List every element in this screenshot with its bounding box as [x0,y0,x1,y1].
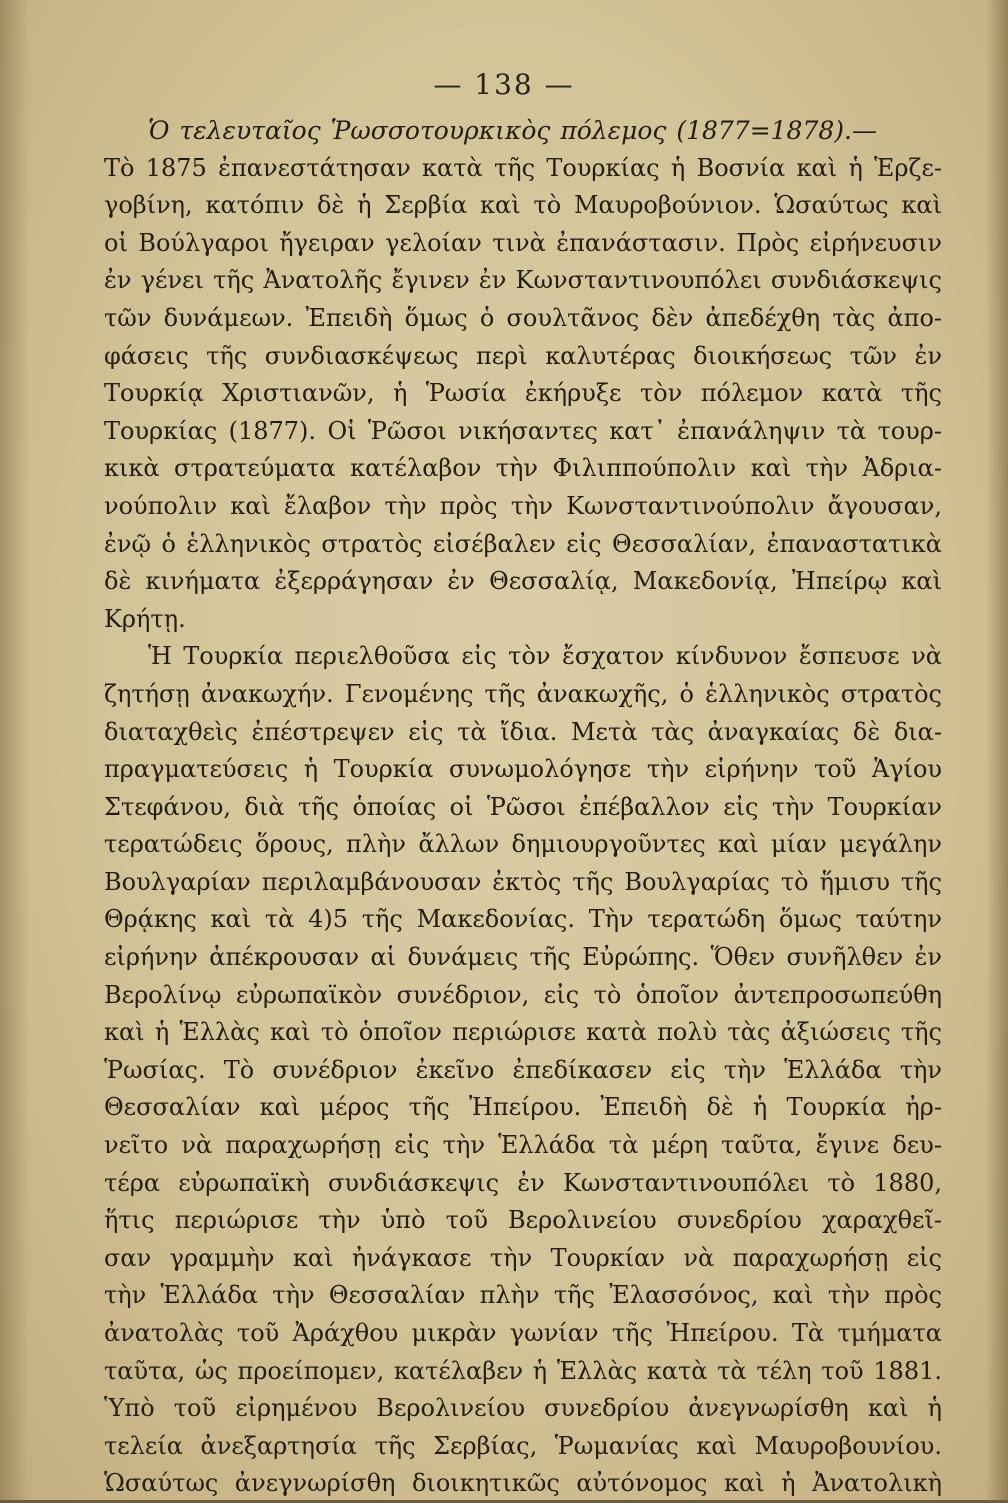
text-line: φάσεις τῆς συνδιασκέψεως περὶ καλυτέρας διοικήσεως τῶν ἐν [104,341,942,370]
text-line: τῶν δυνάμεων. Ἐπειδὴ ὅμως ὁ σουλτᾶνος δὲν ἀπεδέχθη τὰς ἀπο- [104,303,942,332]
text-line: τέρα εὐρωπαϊκὴ συνδιάσκεψις ἐν Κωνσταντινουπόλει τὸ 1880, [104,1168,942,1197]
text-line: Βουλγαρίαν περιλαμβάνουσαν ἐκτὸς τῆς Βουλγαρίας τὸ ἥμισυ τῆς [104,867,942,896]
text-line: ἀνατολὰς τοῦ Ἀράχθου μικρὰν γωνίαν τῆς Ἠπείρου. Τὰ τμήματα [104,1319,942,1347]
section-heading: Ὁ τελευταῖος Ῥωσσοτουρκικὸς πόλεμος (1877=1878).— [148,116,877,145]
text-line: Τουρκίᾳ Χριστιανῶν, ἡ Ῥωσία ἐκήρυξε τὸν πόλεμον κατὰ τῆς [104,379,942,408]
text-line: νούπολιν καὶ ἔλαβον τὴν πρὸς τὴν Κωνσταντινούπολιν ἄγουσαν, [104,491,942,520]
text-line: σαν γραμμὴν καὶ ἠνάγκασε τὴν Τουρκίαν νὰ παραχωρήσῃ εἰς [104,1243,942,1272]
text-line: πραγματεύσεις ἡ Τουρκία συνωμολόγησε τὴν εἰρήνην τοῦ Ἁγίου [104,755,942,784]
text-line: Στεφάνου, διὰ τῆς ὁποίας οἱ Ῥῶσοι ἐπέβαλλον εἰς τὴν Τουρκίαν [104,792,942,821]
body-text [104,112,942,1503]
text-line: τὴν Ἑλλάδα τὴν Θεσσαλίαν πλὴν τῆς Ἐλασσόνος, καὶ τὴν πρὸς [104,1281,942,1310]
text-line: κικὰ στρατεύματα κατέλαβον τὴν Φιλιππούπολιν καὶ τὴν Ἀδρια- [104,454,942,483]
text-line: νεῖτο νὰ παραχωρήσῃ εἰς τὴν Ἑλλάδα τὰ μέρη ταῦτα, ἔγινε δευ- [104,1131,942,1160]
text-line: ἥτις περιώρισε τὴν ὑπὸ τοῦ Βερολινείου συνεδρίου χαραχθεῖ- [104,1206,942,1235]
text-line: Ὡσαύτως ἀνεγνωρίσθη διοικητικῶς αὐτόνομος καὶ ἡ Ἀνατολικὴ [104,1469,942,1498]
page-edge-shadow-left [0,0,30,1500]
text-line: Βερολίνῳ εὐρωπαϊκὸν συνέδριον, εἰς τὸ ὁποῖον ἀντεπροσωπεύθη [104,980,942,1009]
text-line: δὲ κινήματα ἐξερράγησαν ἐν Θεσσαλίᾳ, Μακεδονίᾳ, Ἠπείρῳ καὶ [104,567,942,596]
text-line: ἐν γένει τῆς Ἀνατολῆς ἔγινεν ἐν Κωνσταντινουπόλει συνδιάσκεψις [104,266,942,295]
text-line: διαταχθεὶς ἐπέστρεψεν εἰς τὰ ἴδια. Μετὰ τὰς ἀναγκαίας δὲ δια- [104,717,942,746]
text-line: Θρᾴκης καὶ τὰ 4)5 τῆς Μακεδονίας. Τὴν τερατώδη ὅμως ταύτην [104,905,942,934]
text-line: τελεία ἀνεξαρτησία τῆς Σερβίας, Ῥωμανίας καὶ Μαυροβουνίου. [104,1431,942,1460]
page-edge-shadow-right [986,0,1008,1500]
text-line: οἱ Βούλγαροι ἤγειραν γελοίαν τινὰ ἐπανάστασιν. Πρὸς εἰρήνευσιν [104,228,942,257]
text-line: Ῥωσίας. Τὸ συνέδριον ἐκεῖνο ἐπεδίκασεν εἰς τὴν Ἑλλάδα τὴν [104,1055,942,1084]
text-line: ζητήσῃ ἀνακωχήν. Γενομένης τῆς ἀνακωχῆς, ὁ ἑλληνικὸς στρατὸς [104,679,942,708]
text-line: καὶ ἡ Ἑλλὰς καὶ τὸ ὁποῖον περιώρισε κατὰ πολὺ τὰς ἀξιώσεις τῆς [104,1018,942,1047]
text-line: τερατώδεις ὅρους, πλὴν ἄλλων δημιουργοῦντες καὶ μίαν μεγάλην [104,830,942,859]
text-line: Θεσσαλίαν καὶ μέρος τῆς Ἠπείρου. Ἐπειδὴ δὲ ἡ Τουρκία ἠρ- [104,1093,942,1122]
page-number: — 138 — [433,68,575,101]
text-line: ταῦτα, ὡς προείπομεν, κατέλαβεν ἡ Ἑλλὰς κατὰ τὰ τέλη τοῦ 1881. [104,1356,942,1385]
text-line: Τουρκίας (1877). Οἱ Ῥῶσοι νικήσαντες κατ᾽ ἐπανάληψιν τὰ τουρ- [104,416,942,445]
text-line: εἰρήνην ἀπέκρουσαν αἱ δυνάμεις τῆς Εὐρώπης. Ὅθεν συνῆλθεν ἐν [104,943,942,972]
text-line: Τὸ 1875 ἐπανεστάτησαν κατὰ τῆς Τουρκίας ἡ Βοσνία καὶ ἡ Ἑρζε- [104,153,942,182]
text-line: γοβίνη, κατόπιν δὲ ἡ Σερβία καὶ τὸ Μαυροβούνιον. Ὡσαύτως καὶ [104,191,942,220]
text-line: Κρήτῃ. [104,604,186,633]
text-line: Ὑπὸ τοῦ εἰρημένου Βερολινείου συνεδρίου ἀνεγνωρίσθη καὶ ἡ [104,1394,942,1423]
text-line: Ἡ Τουρκία περιελθοῦσα εἰς τὸν ἔσχατον κίνδυνον ἔσπευσε νὰ [148,642,942,671]
text-line: ἐνῷ ὁ ἑλληνικὸς στρατὸς εἰσέβαλεν εἰς Θεσσαλίαν, ἐπαναστατικὰ [104,529,942,558]
